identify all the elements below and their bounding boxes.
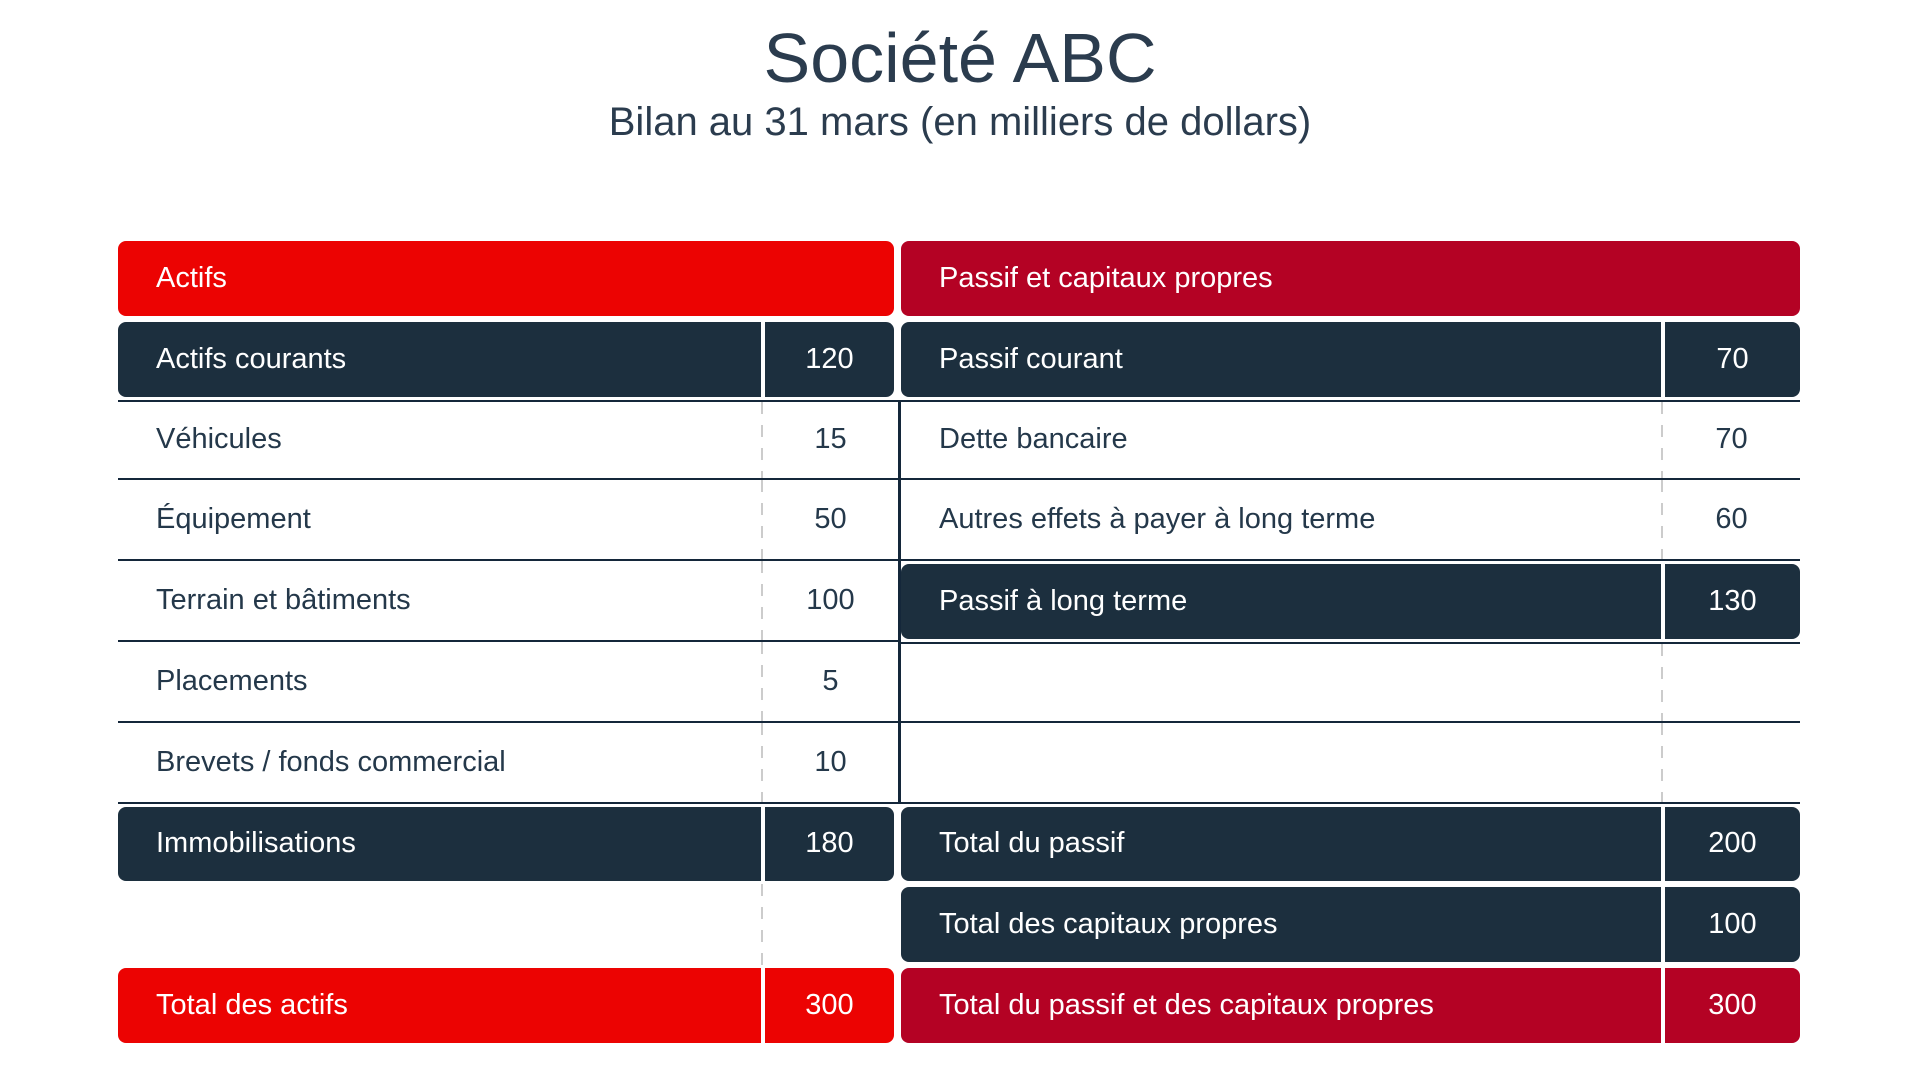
row-value — [1663, 723, 1800, 802]
row-value: 50 — [814, 503, 847, 536]
table-row-passif-courant — [898, 319, 1800, 400]
row-label — [901, 644, 1661, 721]
row-label: Véhicules — [156, 423, 282, 456]
table-row-empty — [898, 723, 1800, 804]
row-label: Équipement — [156, 503, 311, 536]
row-label — [118, 884, 761, 965]
row-value: 70 — [1715, 423, 1748, 456]
table-row-liabilities-header — [898, 238, 1800, 319]
table-row-empty — [898, 642, 1800, 723]
row-label: Terrain et bâtiments — [156, 584, 411, 617]
page-title: Société ABC — [763, 19, 1157, 97]
row-value: 300 — [1708, 989, 1757, 1022]
table-row-empty — [118, 884, 898, 965]
table-row-autres-effets — [898, 480, 1800, 561]
row-value: 60 — [1715, 503, 1748, 536]
row-label — [901, 723, 1661, 802]
row-label: Total du passif — [939, 827, 1125, 860]
row-value: 10 — [814, 745, 847, 778]
table-row-assets-header — [118, 238, 898, 319]
liabilities-header-bar — [901, 241, 1800, 316]
table-row-total-passif-capitaux — [898, 965, 1800, 1046]
row-label: Actifs courants — [156, 342, 347, 375]
row-value: 100 — [806, 584, 855, 617]
row-label: Passif courant — [939, 342, 1123, 375]
row-value: 120 — [805, 342, 854, 375]
table-row-total-capitaux — [898, 884, 1800, 965]
table-row-brevets — [118, 723, 898, 804]
row-label: Dette bancaire — [939, 423, 1128, 456]
row-value — [1663, 644, 1800, 721]
row-label: Passif à long terme — [939, 585, 1188, 618]
assets-header-bar — [118, 241, 894, 316]
balance-sheet-tables — [118, 238, 1800, 1046]
row-label: Total des actifs — [156, 989, 348, 1022]
page-subtitle: Bilan au 31 mars (en milliers de dollars) — [608, 100, 1312, 144]
table-row-equipement — [118, 480, 898, 561]
table-row-passif-long-terme — [898, 561, 1800, 642]
row-value: 130 — [1708, 585, 1757, 618]
row-label: Placements — [156, 664, 308, 697]
row-label: Total du passif et des capitaux propres — [939, 989, 1434, 1022]
table-row-immobilisations — [118, 804, 898, 885]
liabilities-table — [898, 238, 1800, 1046]
row-value: 70 — [1716, 342, 1749, 375]
row-label: Autres effets à payer à long terme — [939, 503, 1376, 536]
table-row-actifs-courants — [118, 319, 898, 400]
assets-table — [118, 238, 898, 1046]
row-value: 100 — [1708, 908, 1757, 941]
table-row-dette-bancaire — [898, 400, 1800, 481]
table-row-placements — [118, 642, 898, 723]
row-label: Brevets / fonds commercial — [156, 745, 506, 778]
row-value: 200 — [1708, 827, 1757, 860]
row-value: 300 — [805, 989, 854, 1022]
table-row-total-actifs — [118, 965, 898, 1046]
table-row-vehicules — [118, 400, 898, 481]
table-row-total-passif — [898, 804, 1800, 885]
row-value — [763, 884, 898, 965]
row-label: Passif et capitaux propres — [939, 261, 1273, 294]
row-label: Actifs — [156, 261, 227, 294]
row-value: 5 — [822, 664, 839, 697]
row-value: 180 — [805, 827, 854, 860]
row-label: Total des capitaux propres — [939, 908, 1278, 941]
row-value: 15 — [814, 423, 847, 456]
row-label: Immobilisations — [156, 827, 356, 860]
table-row-terrain-batiments — [118, 561, 898, 642]
